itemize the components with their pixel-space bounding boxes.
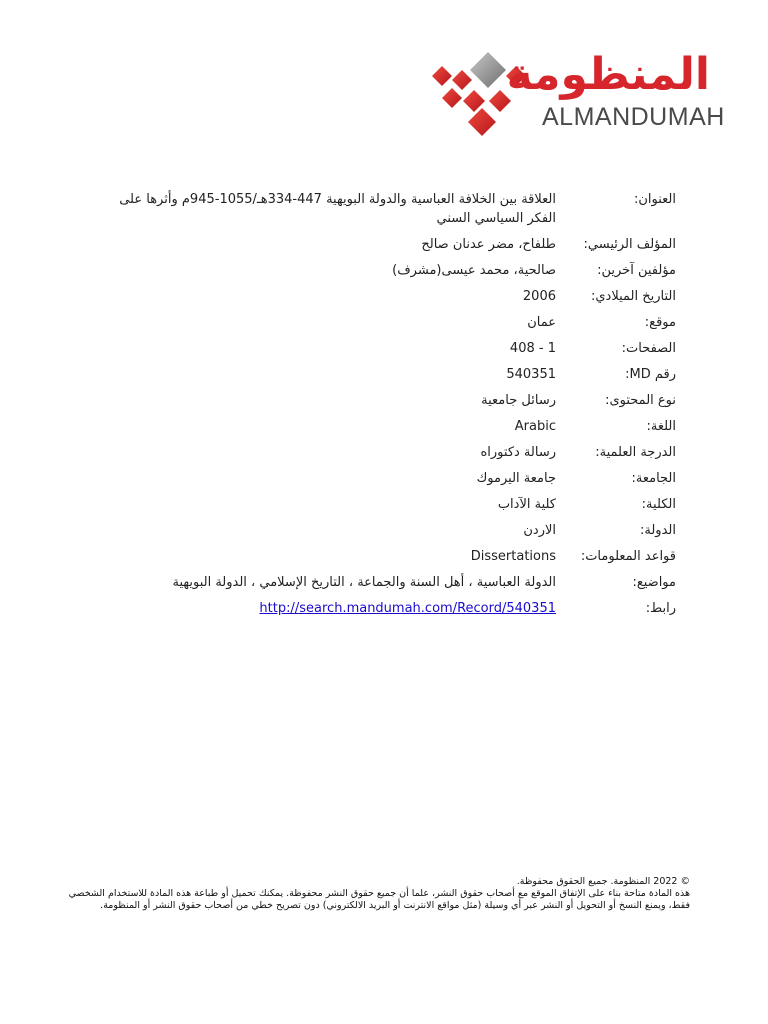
faculty-value: كلية الآداب bbox=[497, 497, 556, 512]
md-number-value: 540351 bbox=[506, 367, 556, 382]
location-row bbox=[90, 313, 696, 332]
location-value: عمان bbox=[527, 315, 556, 330]
country-row bbox=[90, 521, 696, 540]
main-author-value: طلفاح، مضر عدنان صالح bbox=[421, 237, 556, 252]
subjects-label: مواضيع: bbox=[632, 575, 676, 590]
university-label: الجامعة: bbox=[631, 471, 676, 486]
databases-row bbox=[90, 547, 696, 566]
content-type-row bbox=[90, 391, 696, 410]
language-value: Arabic bbox=[514, 419, 556, 434]
degree-row bbox=[90, 443, 696, 462]
md-number-row bbox=[90, 365, 696, 384]
language-row bbox=[90, 417, 696, 436]
title-label: العنوان: bbox=[633, 192, 676, 207]
faculty-label: الكلية: bbox=[641, 497, 676, 512]
country-label: الدولة: bbox=[640, 523, 676, 538]
other-authors-value: صالحية، محمد عيسى(مشرف) bbox=[392, 263, 556, 278]
other-authors-row bbox=[90, 261, 696, 280]
subjects-value: الدولة العباسية ، أهل السنة والجماعة ، التاريخ الإسلامي ، الدولة البويهية bbox=[172, 575, 556, 590]
pages-row bbox=[90, 339, 696, 358]
content-type-value: رسائل جامعية bbox=[481, 393, 556, 408]
main-author-label: المؤلف الرئيسي: bbox=[583, 237, 676, 252]
degree-label: الدرجة العلمية: bbox=[595, 445, 676, 460]
pages-label: الصفحات: bbox=[621, 341, 676, 356]
degree-value: رسالة دكتوراه bbox=[480, 445, 556, 460]
databases-value: Dissertations bbox=[470, 549, 556, 564]
title-value: العلاقة بين الخلافة العباسية والدولة البويهية 447-334هـ/1055-945م وأثرها على الفكر السياسي السني bbox=[119, 192, 556, 226]
date-label: التاريخ الميلادي: bbox=[591, 289, 676, 304]
copyright-footer bbox=[60, 876, 690, 912]
logo-arabic-wordmark: المنظومة bbox=[506, 49, 710, 100]
main-author-row bbox=[90, 235, 696, 254]
pages-value: 1 - 408 bbox=[509, 341, 556, 356]
link-label: رابط: bbox=[645, 601, 676, 616]
location-label: موقع: bbox=[644, 315, 676, 330]
subjects-row bbox=[90, 573, 696, 592]
university-value: جامعة اليرموك bbox=[476, 471, 556, 486]
logo-latin-wordmark: ALMANDUMAH bbox=[542, 103, 725, 131]
country-value: الاردن bbox=[523, 523, 556, 538]
usage-notice: هذه المادة متاحة بناء على الإتفاق الموقع مع أصحاب حقوق النشر، علما أن جميع حقوق النشر محفوظة. يمكنك تحميل أو طباعة هذه المادة للاستخدام الشخصي فقط، ويمنع النسخ أو التحويل أو النشر عبر أي وسيلة (مثل مواقع الانترنت أو البريد الالكتروني) دون تصريح خطي من أصحاب حقوق النشر أو المنظومة. bbox=[68, 888, 690, 911]
date-value: 2006 bbox=[522, 289, 556, 304]
copyright-line: © 2022 المنظومة. جميع الحقوق محفوظة. bbox=[516, 876, 690, 887]
record-link[interactable]: http://search.mandumah.com/Record/540351 bbox=[259, 601, 556, 616]
almandumah-logo bbox=[428, 49, 725, 140]
title-row bbox=[90, 190, 696, 228]
date-row bbox=[90, 287, 696, 306]
md-number-label: رقم MD: bbox=[625, 367, 676, 382]
university-row bbox=[90, 469, 696, 488]
databases-label: قواعد المعلومات: bbox=[580, 549, 676, 564]
language-label: اللغة: bbox=[646, 419, 676, 434]
content-type-label: نوع المحتوى: bbox=[605, 393, 676, 408]
faculty-row bbox=[90, 495, 696, 514]
record-metadata bbox=[90, 190, 696, 625]
other-authors-label: مؤلفين آخرين: bbox=[597, 263, 676, 278]
link-row bbox=[90, 599, 696, 618]
link-value bbox=[114, 599, 556, 618]
